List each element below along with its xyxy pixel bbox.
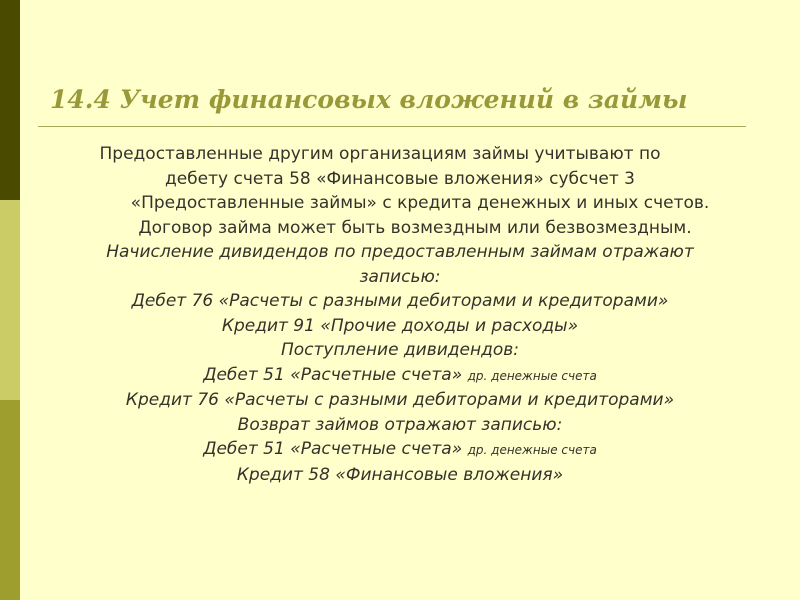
body-line-12: Возврат займов отражают записью: bbox=[237, 414, 563, 435]
body-line-11: Кредит 76 «Расчеты с разными дебиторами и кредиторами» bbox=[125, 390, 675, 410]
body-line-4: Договор займа может быть возмездным или безвозмездным. bbox=[138, 217, 692, 238]
side-strip-middle bbox=[0, 200, 20, 400]
body-line-5: Начисление дивидендов по предоставленным займам отражают bbox=[106, 242, 694, 262]
other-cash-accounts-note-2: др. денежные счета bbox=[467, 443, 597, 457]
debit-51-label: Дебет 51 «Расчетные счета» bbox=[203, 364, 463, 385]
slide-body bbox=[40, 142, 760, 487]
body-line-8: Кредит 91 «Прочие доходы и расходы» bbox=[221, 315, 579, 336]
body-line-1: Предоставленные другим организациям займы учитывают по bbox=[99, 144, 661, 164]
title-underline bbox=[38, 126, 746, 127]
body-line-3: «Предоставленные займы» с кредита денежных и иных счетов. bbox=[130, 193, 710, 213]
side-strip-bottom bbox=[0, 400, 20, 600]
other-cash-accounts-note: др. денежные счета bbox=[467, 368, 597, 383]
slide-title: 14.4 Учет финансовых вложений в займы bbox=[50, 85, 688, 114]
debit-51-label-2: Дебет 51 «Расчетные счета» bbox=[203, 439, 463, 459]
body-line-7: Дебет 76 «Расчеты с разными дебиторами и кредиторами» bbox=[131, 291, 669, 311]
body-line-6: записью: bbox=[359, 266, 441, 287]
body-line-2: дебету счета 58 «Финансовые вложения» субсчет 3 bbox=[164, 168, 636, 189]
body-line-14: Кредит 58 «Финансовые вложения» bbox=[236, 464, 564, 485]
body-line-10 bbox=[40, 363, 760, 389]
body-line-13 bbox=[40, 437, 760, 463]
body-line-9: Поступление дивидендов: bbox=[280, 340, 520, 360]
side-strip-top bbox=[0, 0, 20, 200]
